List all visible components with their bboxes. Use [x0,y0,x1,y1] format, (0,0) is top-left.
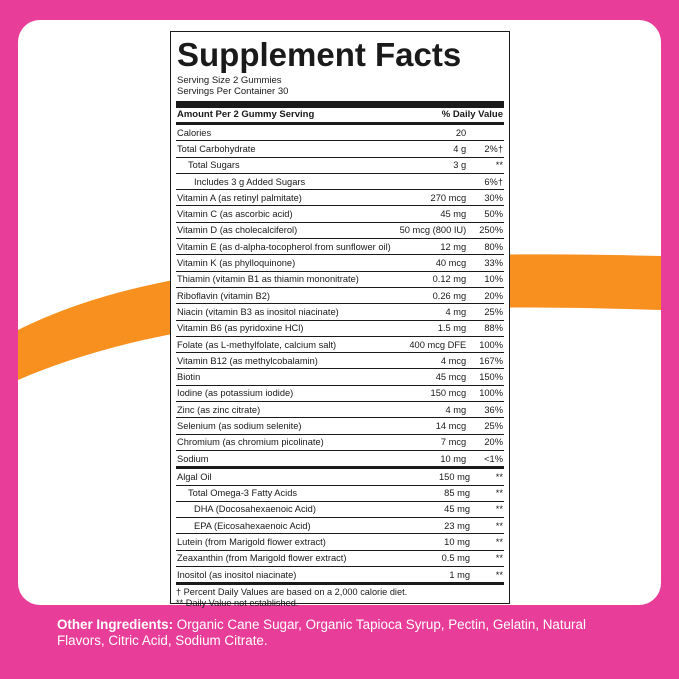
nutrient-row [176,304,504,320]
nutrient-dv: ** [482,550,504,566]
footnote-daily-value: ** Daily Value not established. [176,598,299,609]
nutrient-dv: 25% [478,418,504,434]
nutrient-name: Lutein (from Marigold flower extract) [176,534,423,550]
nutrient-name: Vitamin K (as phylloquinone) [176,255,399,271]
nutrient-dv: 100% [478,385,504,401]
nutrient-row [176,567,504,583]
nutrient-row [176,385,504,401]
nutrient-dv: ** [482,469,504,485]
nutrient-dv: ** [482,534,504,550]
nutrient-name: Vitamin B6 (as pyridoxine HCl) [176,320,399,336]
nutrient-dv: 80% [478,239,504,255]
serving-size: Serving Size 2 Gummies [177,75,282,86]
nutrient-name: Vitamin E (as d-alpha-tocopherol from sunflower oil) [176,239,399,255]
nutrient-name: Folate (as L-methylfolate, calcium salt) [176,336,399,352]
nutrient-name: Zinc (as zinc citrate) [176,402,399,418]
nutrient-dv: 25% [478,304,504,320]
nutrient-name: Biotin [176,369,399,385]
header-daily-value: % Daily Value [441,109,503,120]
nutrient-name: Sodium [177,453,209,464]
nutrient-amount: 150 mcg [399,385,479,401]
nutrient-row [176,190,504,206]
nutrient-row [176,550,504,566]
nutrient-amount: 0.12 mg [399,271,479,287]
servings-per-container: Servings Per Container 30 [177,86,289,97]
nutrient-row [176,402,504,418]
nutrient-row [176,255,504,271]
nutrient-amount: 270 mcg [399,190,479,206]
nutrient-amount: 4 mg [399,402,479,418]
nutrient-row [176,222,504,238]
nutrient-name: Niacin (vitamin B3 as inositol niacinate) [176,304,399,320]
nutrient-row [176,271,504,287]
nutrient-row [176,336,504,352]
nutrient-row [176,239,504,255]
nutrient-dv: 150% [478,369,504,385]
nutrient-name: Zeaxanthin (from Marigold flower extract) [176,550,423,566]
nutrient-amount: 10 mg [423,534,482,550]
nutrient-row [176,485,504,501]
nutrient-name: Algal Oil [176,469,423,485]
nutrient-row [176,320,504,336]
nutrient-amount: 45 mcg [399,369,479,385]
nutrient-dv: ** [478,157,504,173]
nutrient-amount: 1.5 mg [399,320,479,336]
other-nutrient-table [176,469,504,582]
nutrient-row [176,501,504,517]
nutrient-row [176,534,504,550]
nutrient-dv: 36% [478,402,504,418]
nutrient-dv: 33% [478,255,504,271]
nutrient-dv: 2%† [478,141,504,157]
nutrient-row [176,434,504,450]
nutrient-amount: 150 mg [423,469,482,485]
nutrient-amount: 50 mcg (800 IU) [399,222,479,238]
nutrient-row [176,125,504,141]
nutrient-dv: 167% [478,353,504,369]
supplement-facts-panel [170,31,510,609]
nutrient-name: Selenium (as sodium selenite) [176,418,399,434]
nutrient-amount: 20 [399,125,479,141]
nutrient-amount: 0.26 mg [399,287,479,303]
thick-divider [176,101,504,108]
nutrient-amount: 4 mg [399,304,479,320]
nutrient-row [176,287,504,303]
nutrient-dv: 100% [478,336,504,352]
other-ingredients-label: Other Ingredients: [57,617,174,632]
nutrient-name: Chromium (as chromium picolinate) [176,434,399,450]
nutrient-dv [478,125,504,141]
nutrient-dv: 88% [478,320,504,336]
nutrient-name: Inositol (as inositol niacinate) [177,569,297,580]
nutrient-amount: 4 mcg [399,353,479,369]
nutrient-row [176,469,504,485]
footnotes [176,582,504,609]
nutrient-amount [399,173,479,189]
nutrient-row [176,418,504,434]
nutrient-row [176,173,504,189]
nutrient-name: Riboflavin (vitamin B2) [176,287,399,303]
nutrient-dv: ** [482,485,504,501]
other-ingredients-text: Organic Cane Sugar, Organic Tapioca Syrup, Pectin, Gelatin, Natural Flavors, Citric Acid, Sodium Citrate. [57,617,586,648]
nutrient-dv: 20% [478,287,504,303]
nutrient-name: Total Sugars [176,157,399,173]
nutrient-dv: 20% [478,434,504,450]
nutrient-name: DHA (Docosahexaenoic Acid) [176,501,423,517]
nutrient-dv: 30% [478,190,504,206]
nutrient-amount: 0.5 mg [423,550,482,566]
nutrient-table [176,125,504,466]
nutrient-amount: 3 g [399,157,479,173]
nutrient-dv: <1% [484,453,503,464]
nutrient-row [176,353,504,369]
nutrient-dv: 250% [478,222,504,238]
nutrient-amount: 1 mg [449,569,470,580]
header-amount: Amount Per 2 Gummy Serving [177,109,315,120]
nutrient-row [176,206,504,222]
nutrient-name: Vitamin B12 (as methylcobalamin) [176,353,399,369]
nutrient-dv: ** [482,518,504,534]
nutrient-amount: 4 g [399,141,479,157]
footnote-percent: † Percent Daily Values are based on a 2,000 calorie diet. [176,587,408,598]
nutrient-amount: 7 mcg [399,434,479,450]
nutrient-dv: ** [482,501,504,517]
nutrient-dv: 6%† [478,173,504,189]
nutrient-amount: 85 mg [423,485,482,501]
nutrient-dv: 10% [478,271,504,287]
nutrient-amount: 40 mcg [399,255,479,271]
nutrient-name: Thiamin (vitamin B1 as thiamin mononitrate) [176,271,399,287]
nutrient-dv: 50% [478,206,504,222]
nutrient-row [176,518,504,534]
nutrient-row [176,141,504,157]
nutrient-name: Total Carbohydrate [176,141,399,157]
nutrient-amount: 400 mcg DFE [399,336,479,352]
panel-title: Supplement Facts [177,36,462,73]
nutrient-amount: 14 mcg [399,418,479,434]
nutrient-name: Includes 3 g Added Sugars [176,173,399,189]
nutrient-name: EPA (Eicosahexaenoic Acid) [176,518,423,534]
nutrient-name: Vitamin D (as cholecalciferol) [176,222,399,238]
nutrient-name: Vitamin A (as retinyl palmitate) [176,190,399,206]
nutrient-name: Iodine (as potassium iodide) [176,385,399,401]
nutrient-amount: 12 mg [399,239,479,255]
other-ingredients [57,617,637,649]
nutrient-name: Calories [176,125,399,141]
nutrient-row [176,450,504,466]
nutrient-row [176,157,504,173]
table-header [176,108,504,122]
nutrient-amount: 45 mg [399,206,479,222]
nutrient-name: Total Omega-3 Fatty Acids [176,485,423,501]
nutrient-dv: ** [495,569,503,580]
nutrient-amount: 45 mg [423,501,482,517]
nutrient-row [176,369,504,385]
nutrient-amount: 10 mg [440,453,467,464]
nutrient-amount: 23 mg [423,518,482,534]
nutrient-name: Vitamin C (as ascorbic acid) [176,206,399,222]
